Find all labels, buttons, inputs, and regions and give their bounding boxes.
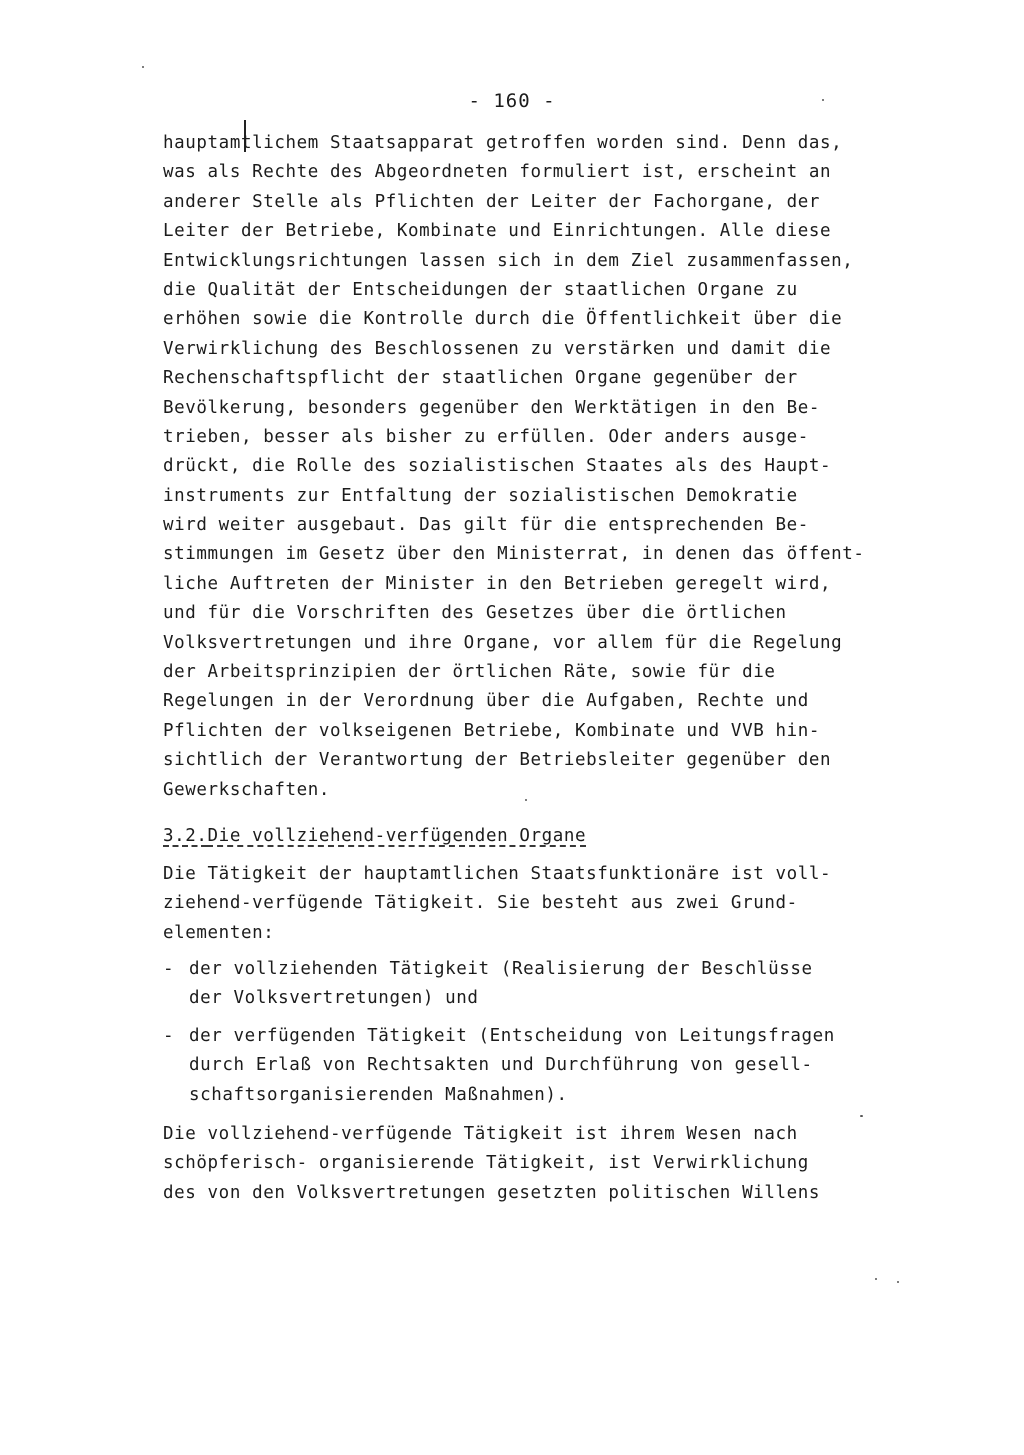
text-line: liche Auftreten der Minister in den Betrieben geregelt wird, xyxy=(163,573,832,594)
text-line: Gewerkschaften. xyxy=(163,779,331,800)
text-line: trieben, besser als bisher zu erfüllen. Oder anders ausge- xyxy=(163,426,809,447)
text-line: Verwirklichung des Beschlossenen zu verstärken und damit die xyxy=(163,338,832,359)
scan-speck xyxy=(860,1115,863,1117)
text-line: Die Tätigkeit der hauptamtlichen Staatsfunktionäre ist voll- xyxy=(163,864,832,884)
text-line: Bevölkerung, besonders gegenüber den Werktätigen in den Be- xyxy=(163,397,821,418)
text-line: elementen: xyxy=(163,922,275,943)
text-line: Pflichten der volkseigenen Betriebe, Kombinate und VVB hin- xyxy=(163,720,821,741)
text-line: Volksvertretungen und ihre Organe, vor allem für die Regelung xyxy=(163,632,843,653)
section-heading xyxy=(163,822,586,851)
text-line: ziehend-verfügende Tätigkeit. Sie besteht aus zwei Grund- xyxy=(163,893,798,914)
text-line: Regelungen in der Verordnung über die Aufgaben, Rechte und xyxy=(163,691,809,712)
scan-speck xyxy=(142,66,144,68)
text-line: des von den Volksvertretungen gesetzten politischen Willens xyxy=(163,1182,821,1203)
text-line: sichtlich der Verantwortung der Betriebsleiter gegenüber den xyxy=(163,750,832,771)
text-line: stimmungen im Gesetz über den Ministerrat, in denen das öffent- xyxy=(163,544,865,565)
text-line: schaftsorganisierenden Maßnahmen). xyxy=(189,1084,568,1105)
list-marker: - xyxy=(163,959,174,979)
text-line: schöpferisch- organisierende Tätigkeit, ist Verwirklichung xyxy=(163,1153,809,1174)
text-line: der Volksvertretungen) und xyxy=(189,988,479,1009)
paragraph-1 xyxy=(163,129,923,805)
text-line: anderer Stelle als Pflichten der Leiter der Fachorgane, der xyxy=(163,191,821,212)
text-line: Rechenschaftspflicht der staatlichen Organe gegenüber der xyxy=(163,368,798,389)
text-line: durch Erlaß von Rechtsakten und Durchführung von gesell- xyxy=(189,1055,813,1076)
scan-speck xyxy=(822,99,824,101)
paragraph-3 xyxy=(163,1120,923,1208)
text-line: und für die Vorschriften des Gesetzes über die örtlichen xyxy=(163,603,787,624)
text-line: Leiter der Betriebe, Kombinate und Einrichtungen. Alle diese xyxy=(163,221,832,242)
text-line: Die vollziehend-verfügende Tätigkeit ist ihrem Wesen nach xyxy=(163,1124,798,1144)
text-line: der vollziehenden Tätigkeit (Realisierung der Beschlüsse xyxy=(189,959,813,979)
text-line: erhöhen sowie die Kontrolle durch die Öffentlichkeit über die xyxy=(163,309,843,330)
text-line: wird weiter ausgebaut. Das gilt für die entsprechenden Be- xyxy=(163,515,809,536)
scan-speck xyxy=(897,1281,899,1283)
text-line: die Qualität der Entscheidungen der staatlichen Organe zu xyxy=(163,279,798,300)
scan-speck xyxy=(525,799,527,801)
text-line: der verfügenden Tätigkeit (Entscheidung von Leitungsfragen xyxy=(189,1026,835,1046)
page-number: - 160 - xyxy=(468,90,556,112)
section-number: 3.2. xyxy=(163,826,208,846)
text-line: der Arbeitsprinzipien der örtlichen Räte, sowie für die xyxy=(163,662,776,683)
scan-speck xyxy=(875,1278,877,1280)
text-line: drückt, die Rolle des sozialistischen Staates als des Haupt- xyxy=(163,456,832,477)
section-title: Die vollziehend-verfügenden Organe xyxy=(207,826,587,846)
text-line: hauptamtlichem Staatsapparat getroffen worden sind. Denn das, xyxy=(163,133,843,153)
list-marker: - xyxy=(163,1026,174,1046)
paragraph-2 xyxy=(163,860,923,948)
text-line: instruments zur Entfaltung der sozialistischen Demokratie xyxy=(163,485,798,506)
text-line: was als Rechte des Abgeordneten formuliert ist, erscheint an xyxy=(163,162,832,183)
text-line: Entwicklungsrichtungen lassen sich in dem Ziel zusammenfassen, xyxy=(163,250,854,271)
